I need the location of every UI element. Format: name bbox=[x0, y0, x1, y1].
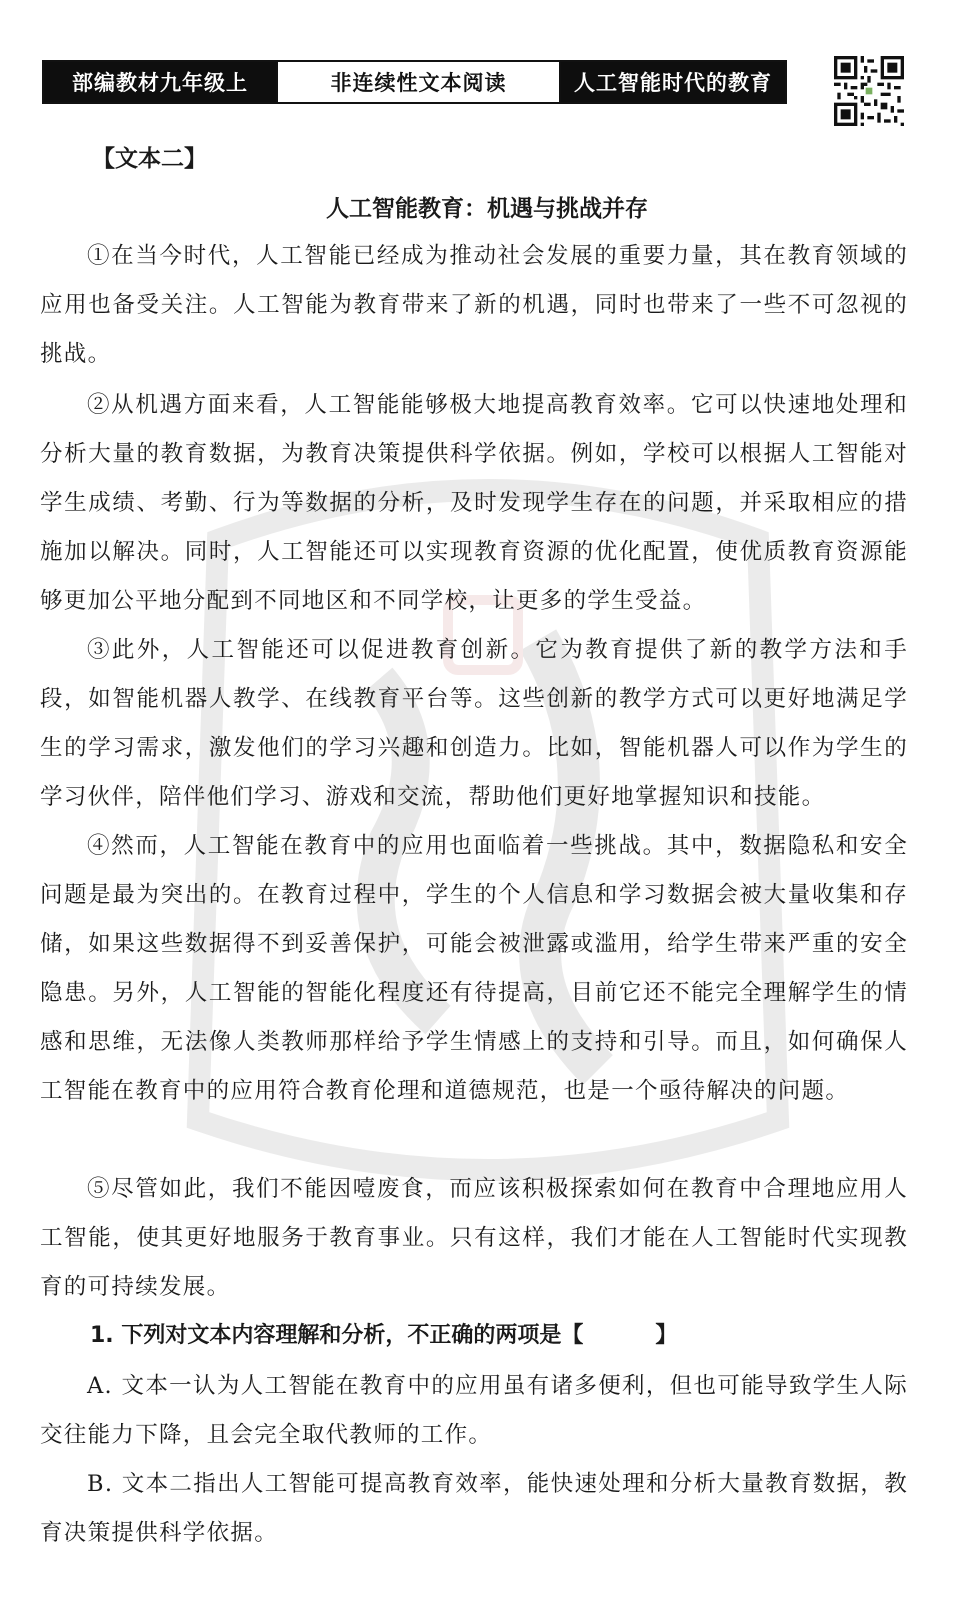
header-textbook-label: 部编教材九年级上 bbox=[44, 62, 276, 102]
paragraph-2: ②从机遇方面来看，人工智能能够极大地提高教育效率。它可以快速地处理和分析大量的教育数据，为教育决策提供科学依据。例如，学校可以根据人工智能对学生成绩、考勤、行为等数据的分析，及时发现学生存在的问题，并采取相应的措施加以解决。同时，人工智能还可以实现教育资源的优化配置，使优质教育资源能够更加公平地分配到不同地区和不同学校，让更多的学生受益。 bbox=[40, 392, 908, 614]
question-title bbox=[90, 1318, 677, 1349]
header-bar bbox=[42, 60, 787, 104]
paragraph-4: ④然而，人工智能在教育中的应用也面临着一些挑战。其中，数据隐私和安全问题是最为突出的。在教育过程中，学生的个人信息和学习数据会被大量收集和存储，如果这些数据得不到妥善保护，可能会被泄露或滥用，给学生带来严重的安全隐患。另外，人工智能的智能化程度还有待提高，目前它还不能完全理解学生的情感和思维，无法像人类教师那样给予学生情感上的支持和引导。而且，如何确保人工智能在教育中的应用符合教育伦理和道德规范，也是一个亟待解决的问题。 bbox=[40, 833, 908, 1104]
qr-code-icon bbox=[834, 56, 904, 126]
header-topic-label: 非连续性文本阅读 bbox=[276, 62, 561, 102]
header-unit-label: 人工智能时代的教育 bbox=[561, 62, 785, 102]
section-label: 【文本二】 bbox=[92, 146, 207, 172]
paragraph-1: ①在当今时代，人工智能已经成为推动社会发展的重要力量，其在教育领域的应用也备受关注。人工智能为教育带来了新的机遇，同时也带来了一些不可忽视的挑战。 bbox=[40, 243, 908, 367]
article-title: 人工智能教育：机遇与挑战并存 bbox=[326, 196, 648, 222]
paragraph-3: ③此外，人工智能还可以促进教育创新。它为教育提供了新的教学方法和手段，如智能机器人教学、在线教育平台等。这些创新的教学方式可以更好地满足学生的学习需求，激发他们的学习兴趣和创造力。比如，智能机器人可以作为学生的学习伙伴，陪伴他们学习、游戏和交流，帮助他们更好地掌握知识和技能。 bbox=[40, 637, 908, 810]
option-b: B. 文本二指出人工智能可提高教育效率，能快速处理和分析大量教育数据，教育决策提供科学依据。 bbox=[40, 1471, 908, 1546]
paragraph-5: ⑤尽管如此，我们不能因噎废食，而应该积极探索如何在教育中合理地应用人工智能，使其更好地服务于教育事业。只有这样，我们才能在人工智能时代实现教育的可持续发展。 bbox=[40, 1176, 908, 1300]
question-bracket-close: 】 bbox=[655, 1323, 678, 1348]
question-stem: 1. 下列对文本内容理解和分析，不正确的两项是【 bbox=[90, 1323, 584, 1348]
option-a: A. 文本一认为人工智能在教育中的应用虽有诸多便利，但也可能导致学生人际交往能力下降，且会完全取代教师的工作。 bbox=[40, 1373, 908, 1448]
